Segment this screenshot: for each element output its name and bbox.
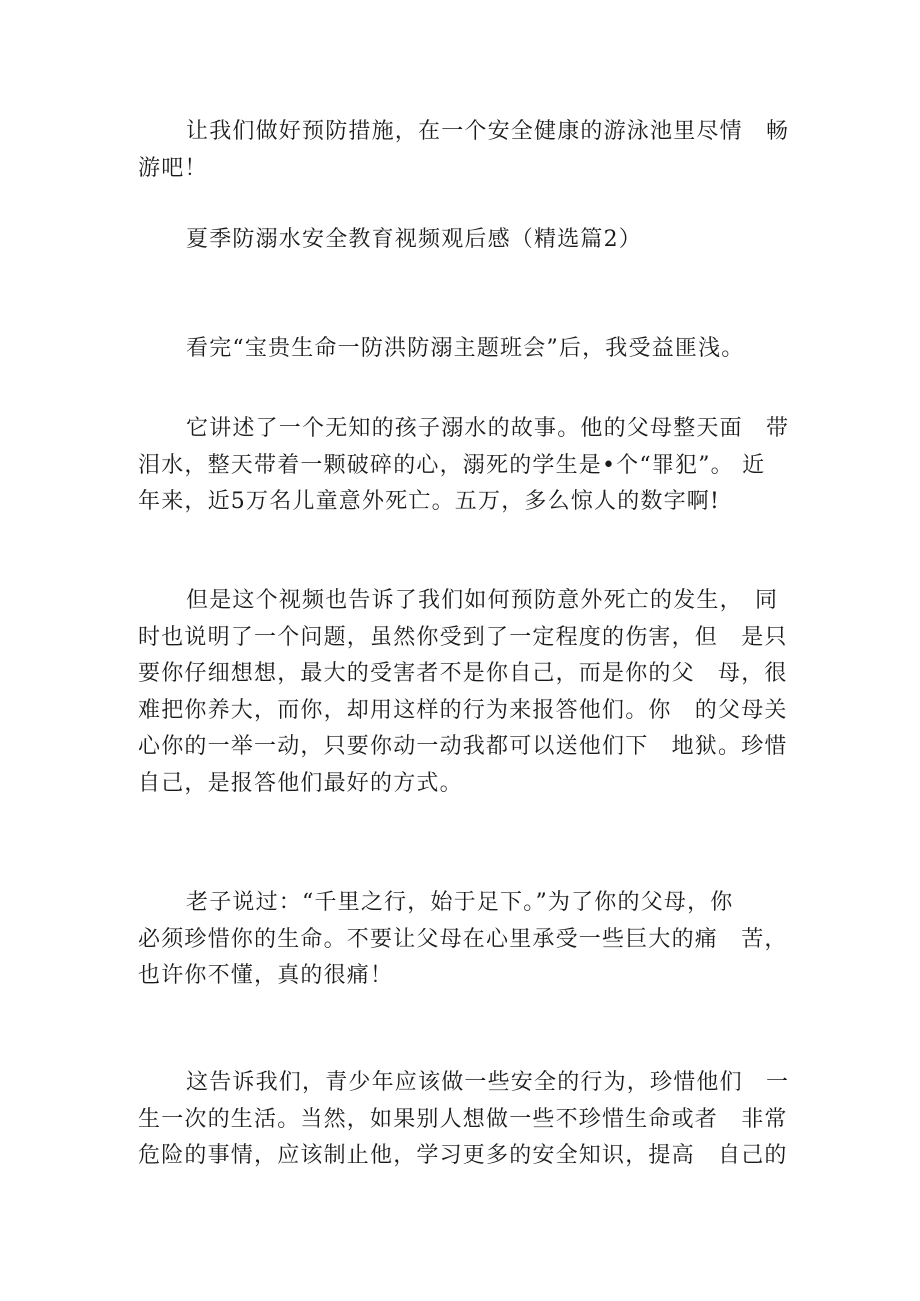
paragraph-line: 游吧！ [138, 155, 208, 181]
paragraph-5 [138, 1065, 788, 1175]
paragraph-line: 让我们做好预防措施，在一个安全健康的游泳池里尽情 畅 [186, 119, 790, 144]
paragraph-line: 心你的一举一动，只要你动一动我都可以送他们下 地狱。珍惜 [138, 734, 788, 759]
paragraph-1 [138, 331, 788, 368]
paragraph-2 [138, 411, 788, 521]
paragraph-line: 危险的事情，应该制止他，学习更多的安全知识，提高 自己的 [138, 1143, 788, 1168]
paragraph-line: 也许你不懂，真的很痛！ [138, 963, 394, 988]
paragraph-line: 它讲述了一个无知的孩子溺水的故事。他的父母整天面 带 [186, 416, 790, 441]
paragraph-4 [138, 885, 788, 995]
paragraph-line: 老子说过：“千里之行，始于足下。”为了你的父母，你 [186, 890, 734, 915]
paragraph-line: 但是这个视频也告诉了我们如何预防意外死亡的发生， 同 [186, 588, 779, 613]
paragraph-line: 难把你养大，而你，却用这样的行为来报答他们。你 的父母关 [138, 697, 788, 723]
paragraph-line: 年来，近5万名儿童意外死亡。五万，多么惊人的数字啊! [138, 489, 721, 514]
intro-paragraph [138, 114, 788, 187]
paragraph-line: 要你仔细想想，最大的受害者不是你自己，而是你的父 母，很 [138, 661, 788, 686]
paragraph-line: 自己，是报答他们最好的方式。 [138, 770, 463, 796]
paragraph-line: 泪水，整天带着一颗破碎的心，溺死的学生是•个“罪犯”。 近 [138, 452, 766, 478]
paragraph-line: 必须珍惜你的生命。不要让父母在心里承受一些巨大的痛 苦， [138, 926, 788, 952]
section-title: 夏季防溺水安全教育视频观后感（精选篇2） [186, 227, 642, 252]
paragraph-line: 这告诉我们，青少年应该做一些安全的行为，珍惜他们 一 [186, 1070, 790, 1095]
paragraph-3 [138, 583, 788, 802]
paragraph-line: 生一次的生活。当然，如果别人想做一些不珍惜生命或者 非常 [138, 1106, 788, 1132]
paragraph-line: 时也说明了一个问题，虽然你受到了一定程度的伤害，但 是只 [138, 624, 788, 650]
paragraph-line: 看完“宝贵生命一防洪防溺主题班会”后，我受益匪浅。 [186, 336, 745, 361]
